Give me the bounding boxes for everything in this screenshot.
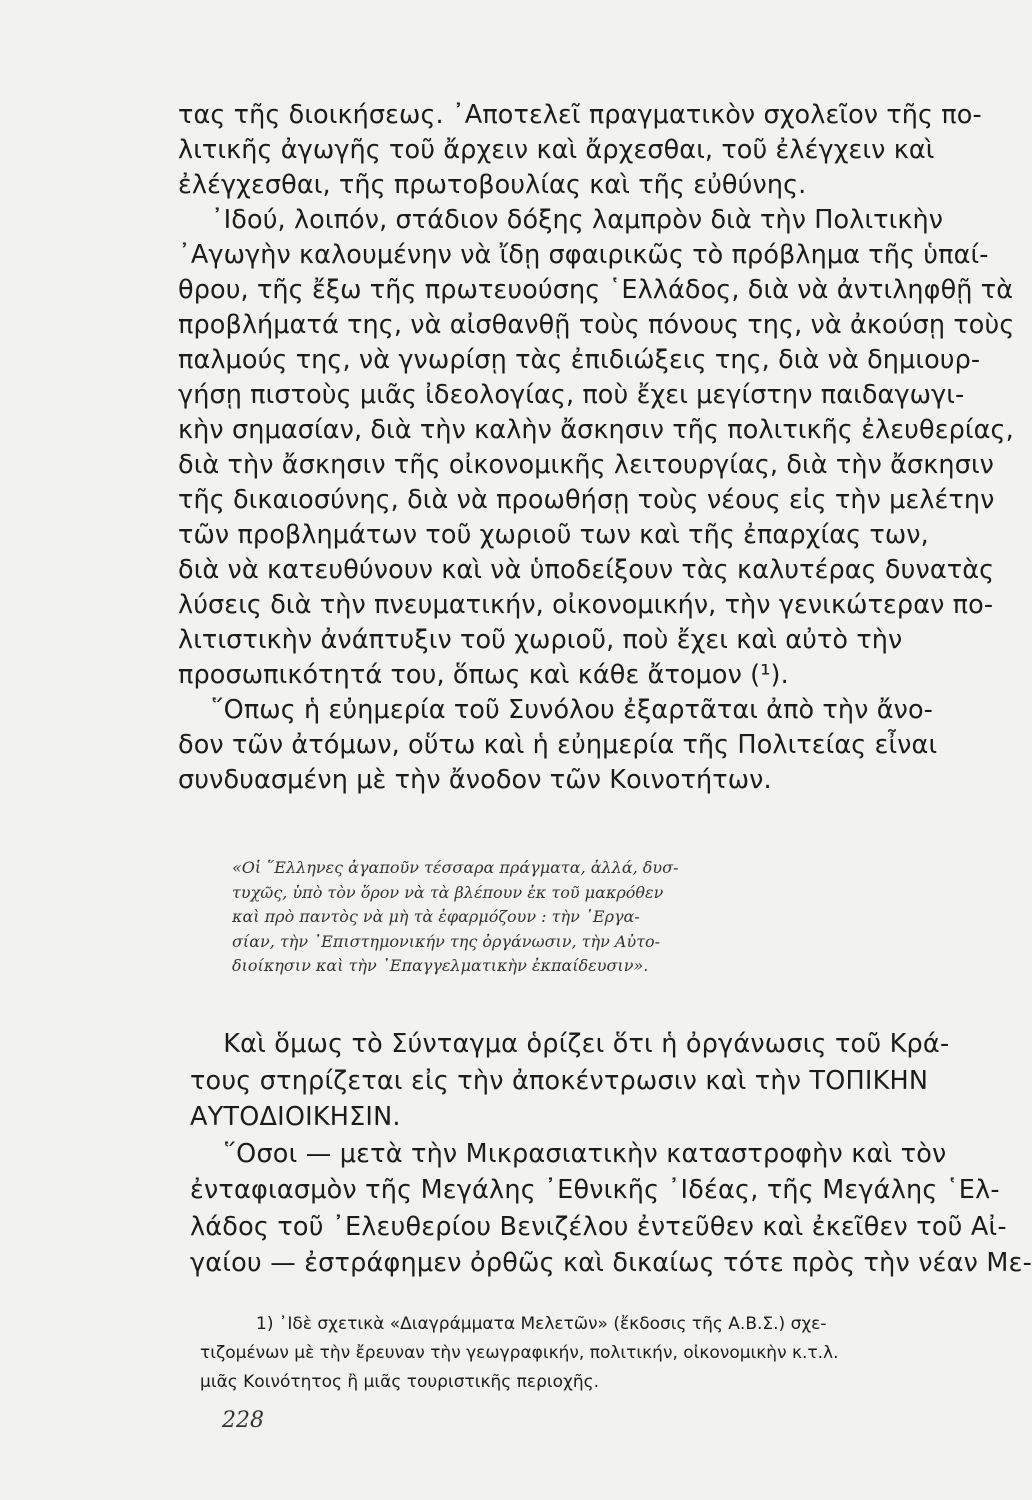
text-line: λάδος τοῦ ᾿Ελευθερίου Βενιζέλου ἐντεῦθεν καὶ ἐκεῖθεν τοῦ Αἰ- xyxy=(190,1211,1007,1242)
footnote-line: τιζομένων μὲ τὴν ἔρευναν τὴν γεωγραφικήν, πολιτικήν, οἰκονομικὴν κ.τ.λ. xyxy=(200,1343,839,1363)
footnote-block xyxy=(200,1310,940,1397)
quote-block xyxy=(232,856,932,979)
text-line: τῆς δικαιοσύνης, διὰ νὰ προωθήσῃ τοὺς νέους εἰς τὴν μελέτην xyxy=(178,485,995,515)
page-number: 228 xyxy=(222,1408,264,1433)
quote-line: «Οἱ ῞Ελληνες ἀγαποῦν τέσσαρα πράγματα, ἀλλά, δυσ- xyxy=(232,858,679,877)
text-line: δον τῶν ἀτόμων, οὕτω καὶ ἡ εὐημερία τῆς Πολιτείας εἶναι xyxy=(178,730,938,760)
text-line: γαίου — ἐστράφημεν ὀρθῶς καὶ δικαίως τότε πρὸς τὴν νέαν Με- xyxy=(190,1248,1032,1278)
text-line: λιτιστικὴν ἀνάπτυξιν τοῦ χωριοῦ, ποὺ ἔχει καὶ αὐτὸ τὴν xyxy=(178,625,903,655)
text-line: γήσῃ πιστοὺς μιᾶς ἰδεολογίας, ποὺ ἔχει μεγίστην παιδαγωγι- xyxy=(178,380,965,410)
main-text-block xyxy=(178,98,1015,798)
text-line: συνδυασμένη μὲ τὴν ἄνοδον τῶν Κοινοτήτων. xyxy=(178,765,772,795)
text-line: προσωπικότητά του, ὅπως καὶ κάθε ἄτομον (¹). xyxy=(178,660,789,690)
text-line: ἐλέγχεσθαι, τῆς πρωτοβουλίας καὶ τῆς εὐθύνης. xyxy=(178,170,807,200)
text-line: ἐνταφιασμὸν τῆς Μεγάλης ᾿Εθνικῆς ᾿Ιδέας, τῆς Μεγάλης ῾Ελ- xyxy=(190,1175,1000,1205)
footnote-line: 1) ᾿Ιδὲ σχετικὰ «Διαγράμματα Μελετῶν» (ἔκδοσις τῆς Α.Β.Σ.) σχε- xyxy=(256,1314,827,1334)
text-line: ΑΥΤΟΔΙΟΙΚΗΣΙΝ. xyxy=(190,1102,401,1132)
text-line: ᾿Αγωγὴν καλουμένην νὰ ἴδῃ σφαιρικῶς τὸ πρόβλημα τῆς ὑπαί- xyxy=(178,240,989,270)
footnote-line: μιᾶς Κοινότητος ἢ μιᾶς τουριστικῆς περιοχῆς. xyxy=(200,1372,600,1392)
text-line: παλμούς της, νὰ γνωρίσῃ τὰς ἐπιδιώξεις της, διὰ νὰ δημιουρ- xyxy=(178,345,981,375)
text-line: ῞Οσοι — μετὰ τὴν Μικρασιατικὴν καταστροφὴν καὶ τὸν xyxy=(190,1138,947,1169)
quote-line: καὶ πρὸ παντὸς νὰ μὴ τὰ ἐφαρμόζουν : τὴν ᾿Εργα- xyxy=(232,907,640,926)
text-line: ῞Οπως ἡ εὐημερία τοῦ Συνόλου ἐξαρτᾶται ἀπὸ τὴν ἄνο- xyxy=(178,695,933,725)
text-line: θρου, τῆς ἔξω τῆς πρωτευούσης ῾Ελλάδος, διὰ νὰ ἀντιληφθῇ τὰ xyxy=(178,275,1014,305)
quote-line: διοίκησιν καὶ τὴν ᾿Επαγγελματικὴν ἐκπαίδευσιν». xyxy=(232,956,649,975)
text-line: λύσεις διὰ τὴν πνευματικήν, οἰκονομικήν, τὴν γενικώτεραν πο- xyxy=(178,590,994,620)
text-line: τας τῆς διοικήσεως. ᾿Αποτελεῖ πραγματικὸν σχολεῖον τῆς πο- xyxy=(178,100,982,130)
text-line: τους στηρίζεται εἰς τὴν ἀποκέντρωσιν καὶ τὴν ΤΟΠΙΚΗΝ xyxy=(190,1065,929,1096)
quote-line: σίαν, τὴν ᾿Επιστημονικήν της ὀργάνωσιν, τὴν Αὐτο- xyxy=(232,931,661,951)
text-line: προβλήματά της, νὰ αἰσθανθῇ τοὺς πόνους της, νὰ ἀκούσῃ τοὺς xyxy=(178,310,1015,340)
text-line: τῶν προβλημάτων τοῦ χωριοῦ των καὶ τῆς ἐπαρχίας των, xyxy=(178,520,929,550)
text-line: ᾿Ιδού, λοιπόν, στάδιον δόξης λαμπρὸν διὰ τὴν Πολιτικὴν xyxy=(178,205,944,235)
text-line: Καὶ ὅμως τὸ Σύνταγμα ὁρίζει ὅτι ἡ ὀργάνωσις τοῦ Κρά- xyxy=(190,1029,950,1059)
second-text-block xyxy=(190,1026,1032,1282)
quote-line: τυχῶς, ὑπὸ τὸν ὅρον νὰ τὰ βλέπουν ἐκ τοῦ μακρόθεν xyxy=(232,882,664,902)
text-line: κὴν σημασίαν, διὰ τὴν καλὴν ἄσκησιν τῆς πολιτικῆς ἐλευθερίας, xyxy=(178,415,1014,445)
text-line: λιτικῆς ἀγωγῆς τοῦ ἄρχειν καὶ ἄρχεσθαι, τοῦ ἐλέγχειν καὶ xyxy=(178,135,935,165)
text-line: διὰ τὴν ἄσκησιν τῆς οἰκονομικῆς λειτουργίας, διὰ τὴν ἄσκησιν xyxy=(178,450,995,480)
text-line: διὰ νὰ κατευθύνουν καὶ νὰ ὑποδείξουν τὰς καλυτέρας δυνατὰς xyxy=(178,555,995,585)
